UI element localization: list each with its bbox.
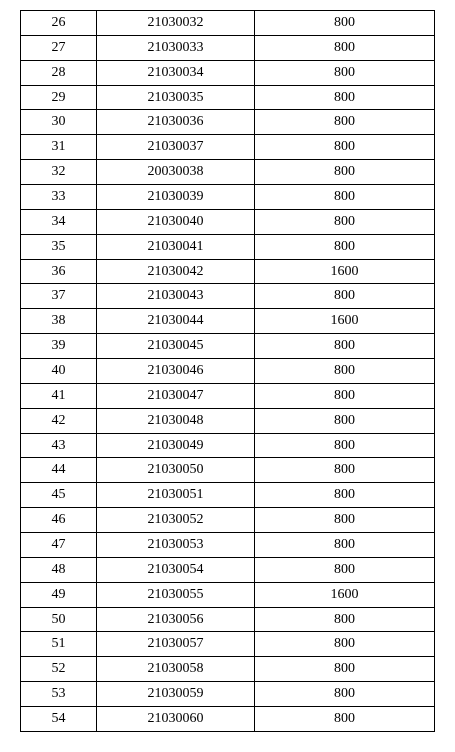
id-number-cell: 21030058 xyxy=(97,657,255,682)
amount-cell: 800 xyxy=(255,408,435,433)
amount-cell: 800 xyxy=(255,334,435,359)
table-row xyxy=(21,533,435,558)
table-row xyxy=(21,508,435,533)
table-row xyxy=(21,160,435,185)
id-number-cell: 21030034 xyxy=(97,60,255,85)
table-row xyxy=(21,657,435,682)
id-number-cell: 21030055 xyxy=(97,582,255,607)
amount-cell: 800 xyxy=(255,433,435,458)
row-number-cell: 48 xyxy=(21,557,97,582)
row-number-cell: 33 xyxy=(21,185,97,210)
id-number-cell: 21030042 xyxy=(97,259,255,284)
table-row xyxy=(21,185,435,210)
table-row xyxy=(21,707,435,732)
table-row xyxy=(21,433,435,458)
row-number-cell: 44 xyxy=(21,458,97,483)
id-number-cell: 20030038 xyxy=(97,160,255,185)
amount-cell: 800 xyxy=(255,607,435,632)
row-number-cell: 32 xyxy=(21,160,97,185)
table-row xyxy=(21,359,435,384)
table-row xyxy=(21,632,435,657)
amount-cell: 800 xyxy=(255,35,435,60)
id-number-cell: 21030032 xyxy=(97,11,255,36)
amount-cell: 800 xyxy=(255,110,435,135)
id-number-cell: 21030053 xyxy=(97,533,255,558)
row-number-cell: 54 xyxy=(21,707,97,732)
table-row xyxy=(21,458,435,483)
row-number-cell: 29 xyxy=(21,85,97,110)
row-number-cell: 28 xyxy=(21,60,97,85)
amount-cell: 1600 xyxy=(255,259,435,284)
amount-cell: 800 xyxy=(255,657,435,682)
id-number-cell: 21030046 xyxy=(97,359,255,384)
row-number-cell: 43 xyxy=(21,433,97,458)
row-number-cell: 37 xyxy=(21,284,97,309)
row-number-cell: 45 xyxy=(21,483,97,508)
amount-cell: 1600 xyxy=(255,309,435,334)
id-number-cell: 21030050 xyxy=(97,458,255,483)
table-row xyxy=(21,110,435,135)
amount-cell: 800 xyxy=(255,234,435,259)
row-number-cell: 53 xyxy=(21,682,97,707)
id-number-cell: 21030048 xyxy=(97,408,255,433)
id-number-cell: 21030044 xyxy=(97,309,255,334)
id-number-cell: 21030033 xyxy=(97,35,255,60)
amount-cell: 800 xyxy=(255,383,435,408)
table-row xyxy=(21,334,435,359)
row-number-cell: 31 xyxy=(21,135,97,160)
amount-cell: 800 xyxy=(255,185,435,210)
id-number-cell: 21030036 xyxy=(97,110,255,135)
id-number-cell: 21030043 xyxy=(97,284,255,309)
amount-cell: 800 xyxy=(255,533,435,558)
table-row xyxy=(21,582,435,607)
id-number-cell: 21030051 xyxy=(97,483,255,508)
row-number-cell: 51 xyxy=(21,632,97,657)
table-row xyxy=(21,383,435,408)
table-row xyxy=(21,557,435,582)
amount-cell: 800 xyxy=(255,135,435,160)
row-number-cell: 35 xyxy=(21,234,97,259)
amount-cell: 1600 xyxy=(255,582,435,607)
table-row xyxy=(21,60,435,85)
amount-cell: 800 xyxy=(255,707,435,732)
amount-cell: 800 xyxy=(255,60,435,85)
table-row xyxy=(21,135,435,160)
row-number-cell: 46 xyxy=(21,508,97,533)
row-number-cell: 38 xyxy=(21,309,97,334)
row-number-cell: 42 xyxy=(21,408,97,433)
amount-cell: 800 xyxy=(255,682,435,707)
row-number-cell: 41 xyxy=(21,383,97,408)
id-number-cell: 21030035 xyxy=(97,85,255,110)
table-row xyxy=(21,234,435,259)
table-row xyxy=(21,85,435,110)
table-row xyxy=(21,408,435,433)
amount-cell: 800 xyxy=(255,557,435,582)
id-number-cell: 21030052 xyxy=(97,508,255,533)
row-number-cell: 47 xyxy=(21,533,97,558)
id-number-cell: 21030057 xyxy=(97,632,255,657)
amount-cell: 800 xyxy=(255,632,435,657)
row-number-cell: 36 xyxy=(21,259,97,284)
row-number-cell: 30 xyxy=(21,110,97,135)
id-number-cell: 21030049 xyxy=(97,433,255,458)
amount-cell: 800 xyxy=(255,85,435,110)
amount-cell: 800 xyxy=(255,359,435,384)
table-row xyxy=(21,309,435,334)
id-number-cell: 21030047 xyxy=(97,383,255,408)
row-number-cell: 26 xyxy=(21,11,97,36)
row-number-cell: 49 xyxy=(21,582,97,607)
data-table xyxy=(20,10,435,732)
id-number-cell: 21030059 xyxy=(97,682,255,707)
row-number-cell: 34 xyxy=(21,209,97,234)
amount-cell: 800 xyxy=(255,209,435,234)
amount-cell: 800 xyxy=(255,11,435,36)
row-number-cell: 27 xyxy=(21,35,97,60)
table-body xyxy=(21,11,435,732)
table-row xyxy=(21,209,435,234)
id-number-cell: 21030040 xyxy=(97,209,255,234)
table-row xyxy=(21,259,435,284)
id-number-cell: 21030041 xyxy=(97,234,255,259)
amount-cell: 800 xyxy=(255,458,435,483)
table-row xyxy=(21,35,435,60)
row-number-cell: 52 xyxy=(21,657,97,682)
amount-cell: 800 xyxy=(255,508,435,533)
table-row xyxy=(21,11,435,36)
row-number-cell: 40 xyxy=(21,359,97,384)
id-number-cell: 21030037 xyxy=(97,135,255,160)
row-number-cell: 50 xyxy=(21,607,97,632)
table-row xyxy=(21,607,435,632)
id-number-cell: 21030045 xyxy=(97,334,255,359)
id-number-cell: 21030060 xyxy=(97,707,255,732)
table-row xyxy=(21,682,435,707)
id-number-cell: 21030054 xyxy=(97,557,255,582)
amount-cell: 800 xyxy=(255,483,435,508)
id-number-cell: 21030039 xyxy=(97,185,255,210)
amount-cell: 800 xyxy=(255,284,435,309)
table-row xyxy=(21,284,435,309)
row-number-cell: 39 xyxy=(21,334,97,359)
table-row xyxy=(21,483,435,508)
id-number-cell: 21030056 xyxy=(97,607,255,632)
amount-cell: 800 xyxy=(255,160,435,185)
